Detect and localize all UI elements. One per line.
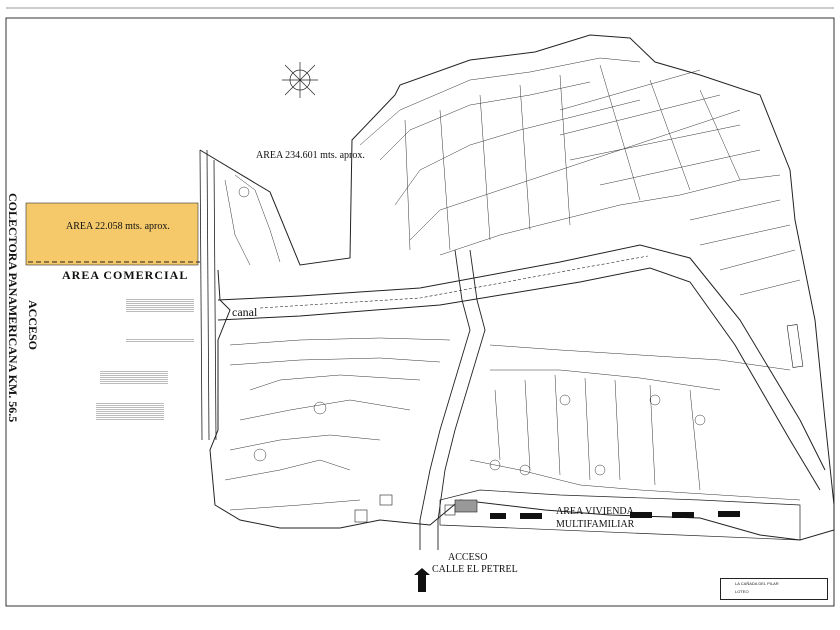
east-road-sign [787,325,803,368]
total-area-label: AREA 234.601 mts. aprox. [256,150,365,161]
title-block-line-2: LOTEO [735,589,749,594]
access-label-2: CALLE EL PETREL [432,564,518,575]
commercial-area-label: AREA COMERCIAL [62,268,189,282]
annotation-note-2 [126,338,194,343]
title-block-line-1: LA CAÑADA DEL PILAR [735,581,779,586]
canal-label: canal [232,305,258,319]
west-lots [225,175,280,265]
title-block [720,578,828,600]
housing-area-label-2: MULTIFAMILIAR [556,519,635,530]
housing-area-label-1: AREA VIVIENDA [556,506,634,517]
access-structures [355,495,477,522]
annotation-note-3 [100,370,168,384]
canal-channel [218,245,825,490]
access-label-1: ACCESO [448,552,488,563]
road-label-acceso: ACCESO [26,300,40,351]
north-arrow-icon [282,62,318,98]
south-lots [225,338,800,510]
commercial-area [26,203,198,265]
annotation-note-4 [96,402,164,420]
commercial-area-value-label: AREA 22.058 mts. aprox. [66,221,170,232]
annotation-note-1 [126,298,194,312]
north-lots [360,58,800,295]
road-label-colectora: COLECTORA PANAMERICANA KM. 56.5 [6,193,20,423]
colectora-road [200,150,216,440]
site-boundary [200,35,834,540]
access-arrow-icon [414,568,430,592]
